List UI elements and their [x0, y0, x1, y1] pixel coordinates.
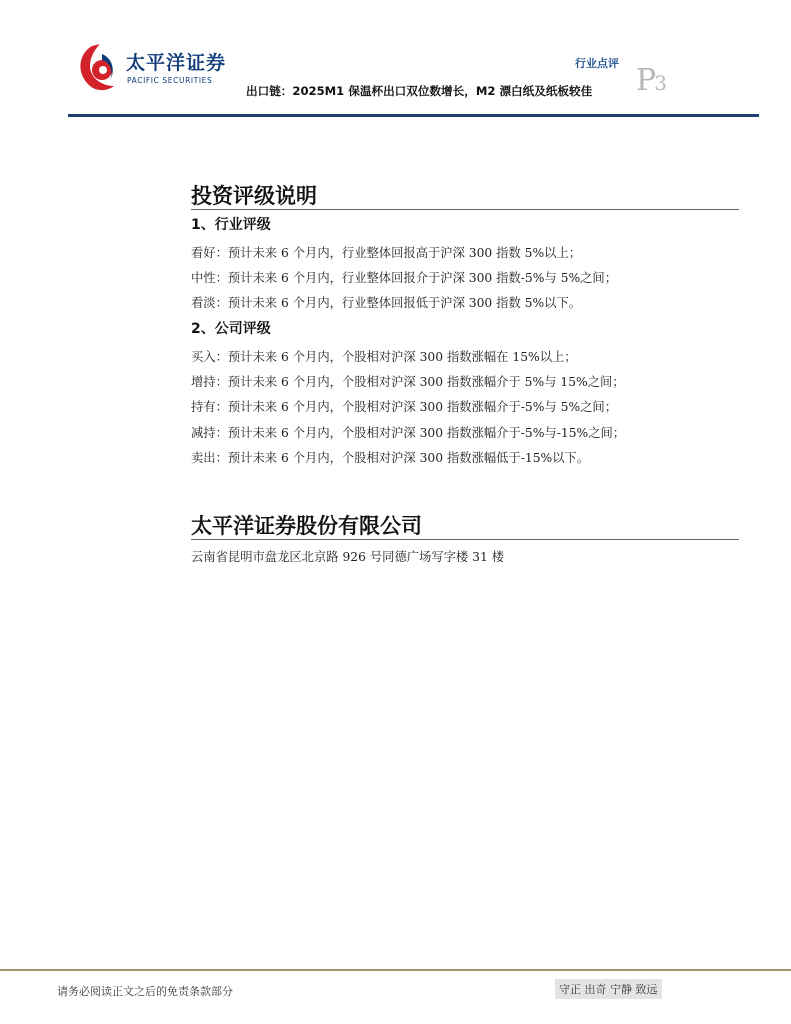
industry-rating-item: 看好：预计未来 6 个月内，行业整体回报高于沪深 300 指数 5%以上； [191, 246, 582, 260]
company-name: 太平洋证券股份有限公司 [191, 514, 422, 538]
company-rating-item: 卖出：预计未来 6 个月内，个股相对沪深 300 指数涨幅低于-15%以下。 [191, 451, 590, 465]
industry-rating-heading: 1、行业评级 [191, 217, 271, 233]
company-rating-item: 持有：预计未来 6 个月内，个股相对沪深 300 指数涨幅介于-5%与 5%之间； [191, 400, 618, 414]
company-logo [76, 40, 236, 96]
footer-disclaimer: 请务必阅读正文之后的免责条款部分 [57, 985, 233, 998]
company-rating-item: 买入：预计未来 6 个月内，个股相对沪深 300 指数涨幅在 15%以上； [191, 350, 577, 364]
page-letter: P [636, 63, 655, 98]
company-divider [191, 539, 739, 540]
industry-rating-item: 中性：预计未来 6 个月内，行业整体回报介于沪深 300 指数-5%与 5%之间； [191, 271, 618, 285]
rating-section-title: 投资评级说明 [191, 184, 317, 208]
company-rating-item: 减持：预计未来 6 个月内，个股相对沪深 300 指数涨幅介于-5%与-15%之间； [191, 426, 626, 440]
rating-section-divider [191, 209, 739, 210]
page-digit: 3 [654, 71, 665, 95]
company-rating-heading: 2、公司评级 [191, 321, 271, 337]
logo-chinese-name: 太平洋证券 [126, 52, 227, 74]
company-rating-item: 增持：预计未来 6 个月内，个股相对沪深 300 指数涨幅介于 5%与 15%之间； [191, 375, 625, 389]
report-title: 出口链：2025M1 保温杯出口双位数增长，M2 漂白纸及纸板较佳 [246, 84, 593, 98]
header-divider [68, 114, 759, 117]
logo-english-name: PACIFIC SECURITIES [127, 76, 213, 85]
report-category: 行业点评 [575, 57, 619, 70]
footer-motto: 守正 出奇 宁静 致远 [555, 979, 662, 999]
industry-rating-item: 看淡：预计未来 6 个月内，行业整体回报低于沪深 300 指数 5%以下。 [191, 296, 582, 310]
page-number [636, 63, 665, 98]
footer-divider [0, 969, 791, 971]
company-address: 云南省昆明市盘龙区北京路 926 号同德广场写字楼 31 楼 [191, 550, 504, 564]
pacific-securities-logo-icon [76, 40, 124, 96]
